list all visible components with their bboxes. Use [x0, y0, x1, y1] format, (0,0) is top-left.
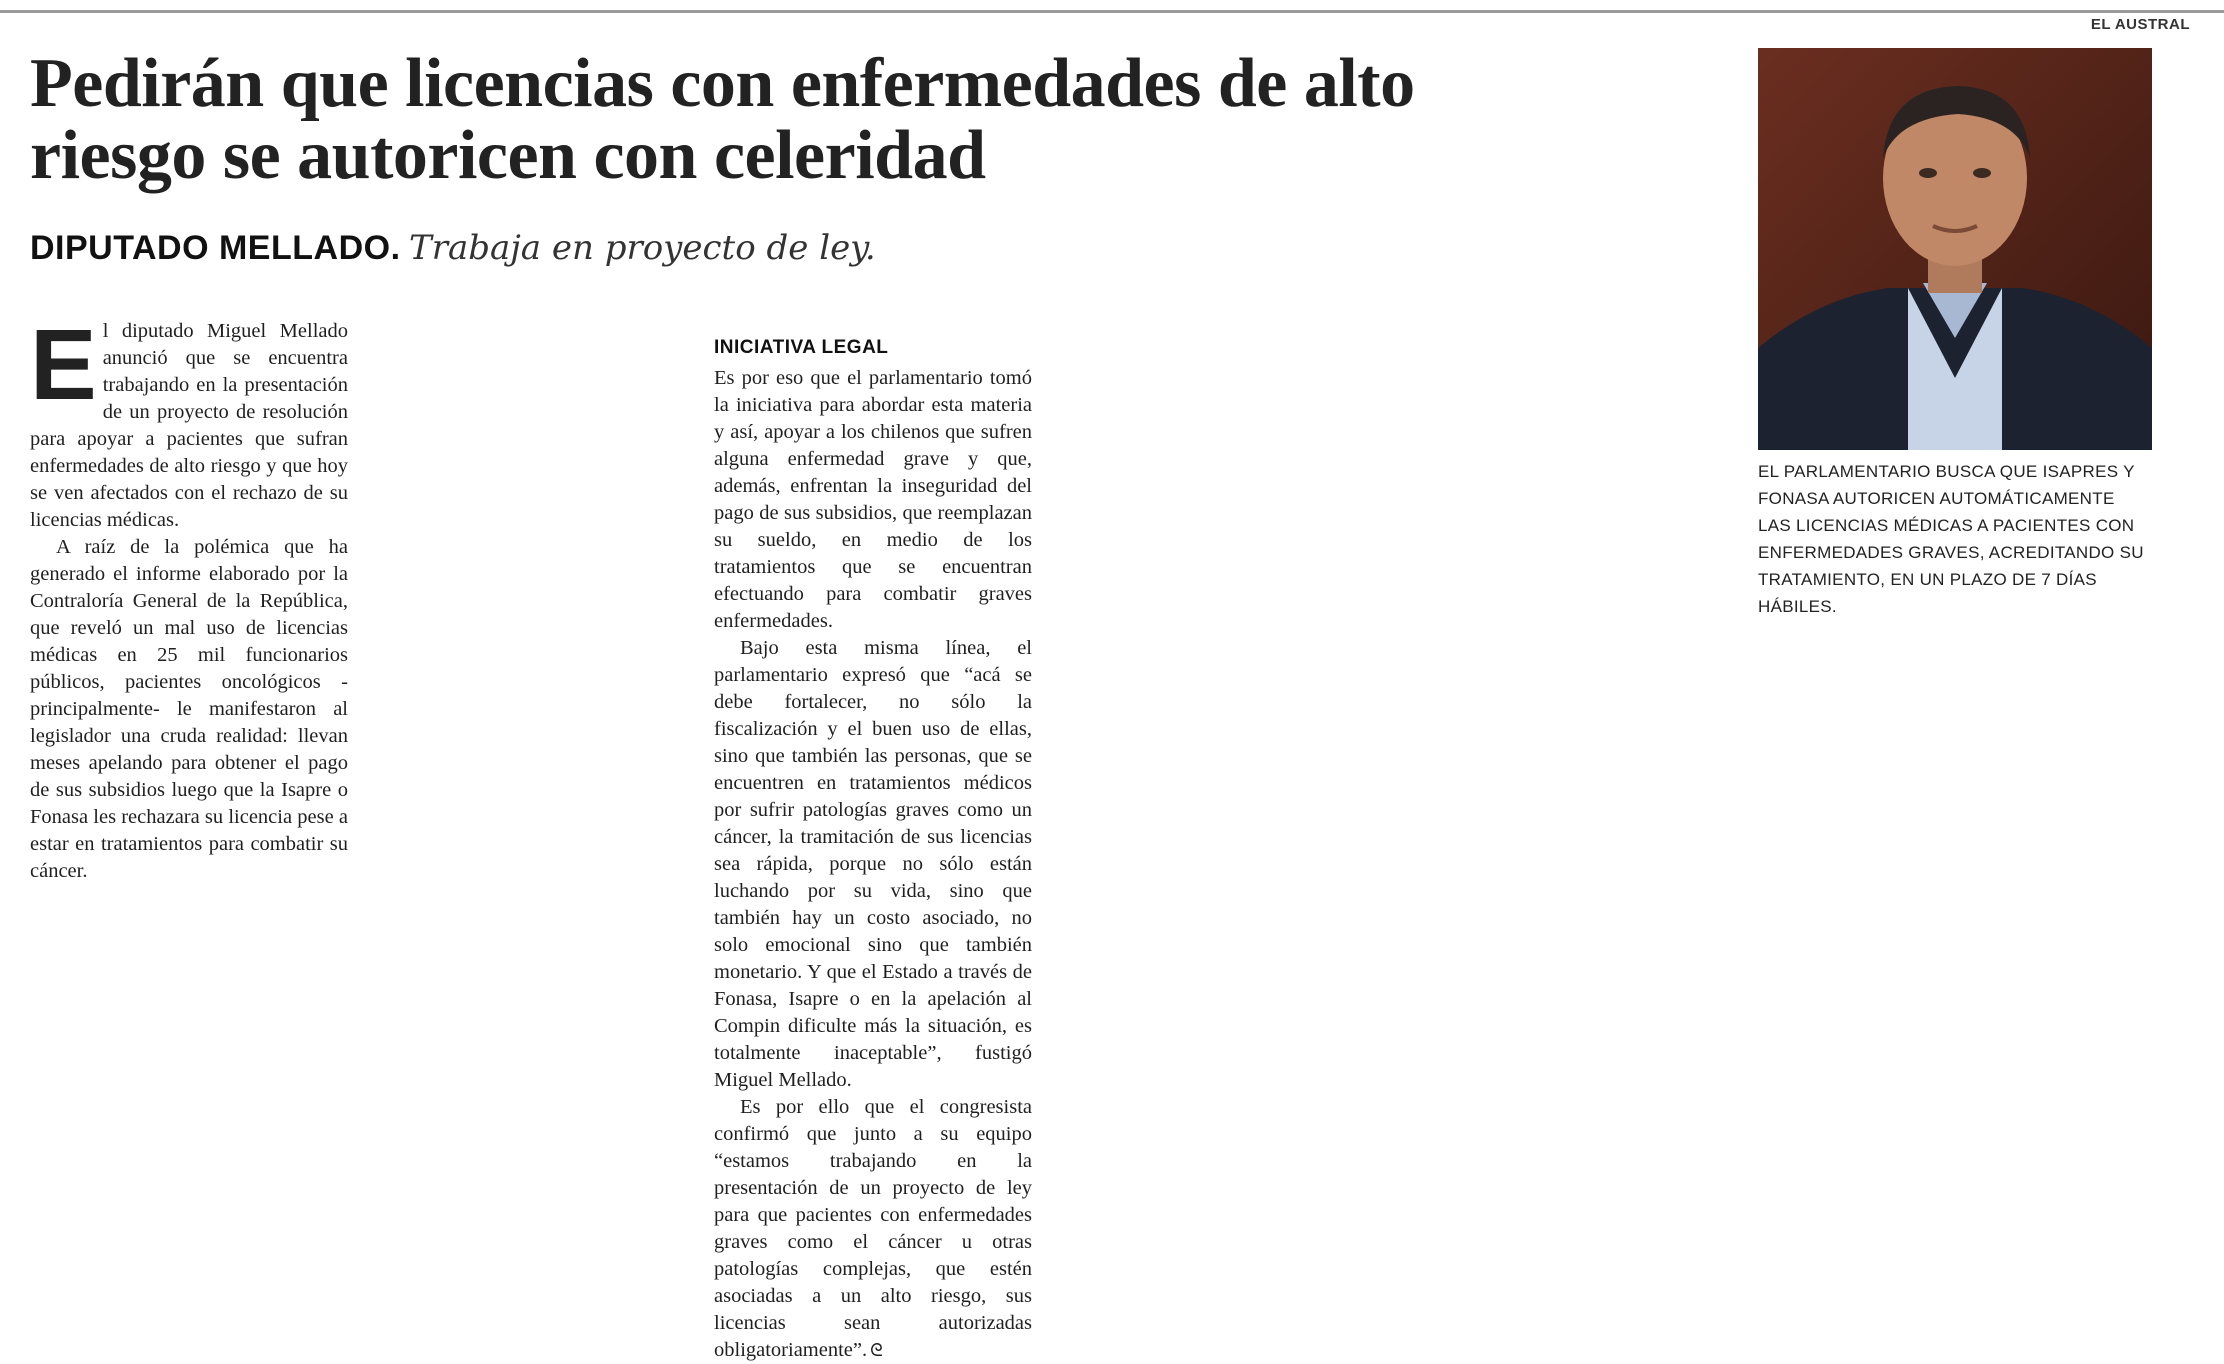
paragraph-5 — [714, 1094, 1032, 1364]
section-subhead: INICIATIVA LEGAL — [714, 337, 889, 358]
paragraph-4: Bajo esta misma línea, el parlamentario expresó que “acá se debe fortalecer, no sólo la fiscalización y el buen uso de ellas, sino que también las personas, que se encuentren en tratamientos médicos por sufrir patologías graves como un cáncer, la tramitación de sus licencias sea rápida, porque no sólo están luchando por su vida, sino que también hay un costo asociado, no solo emocional sino que también monetario. Y que el Estado a través de Fonasa, Isapre o en la apelación al Compin dificulte más la situación, es totalmente inaceptable”, fustigó Miguel Mellado. — [714, 637, 1032, 1091]
drop-cap: E — [30, 309, 97, 421]
paragraph-1 — [30, 309, 348, 534]
paragraph-3: Es por eso que el parlamentario tomó la iniciativa para abordar esta materia y así, apoyar a los chilenos que sufren alguna enfermedad grave y que, además, enfrentan la inseguridad del pago de sus subsidios, que reemplazan su sueldo, en medio de los tratamientos que se encuentran efectuando para combatir graves enfermedades. — [714, 367, 1032, 632]
column-3 — [714, 318, 1032, 1364]
photo-caption: EL PARLAMENTARIO BUSCA QUE ISAPRES Y FONASA AUTORICEN AUTOMÁTICAMENTE LAS LICENCIAS MÉDICAS A PACIENTES CON ENFERMEDADES GRAVES, ACREDITANDO SU TRATAMIENTO, EN UN PLAZO DE 7 DÍAS HÁBILES. — [1758, 462, 2144, 616]
deck-lead: DIPUTADO MELLADO. — [30, 229, 401, 267]
paragraph-1-text: l diputado Miguel Mellado anunció que se encuentra trabajando en la presentación de un proyecto de resolución para apoyar a pacientes que sufran enfermedades de alto riesgo y que hoy se ven afectados con el rechazo de su licencias médicas. — [30, 320, 348, 531]
headline: Pedirán que licencias con enfermedades de alto riesgo se autoricen con celeridad — [30, 45, 1415, 194]
column-1 — [30, 309, 348, 885]
photo-diputado-mellado — [1758, 48, 2152, 450]
paragraph-5-text: Es por ello que el congresista confirmó que junto a su equipo “estamos trabajando en la presentación de un proyecto de ley para que pacientes con enfermedades graves como el cáncer u otras patologías complejas, que estén asociadas a un alto riesgo, sus licencias sean autorizadas obligatoriamente”. — [714, 1096, 1032, 1361]
deck-subtitle: Trabaja en proyecto de ley. — [409, 228, 876, 268]
deck — [30, 228, 876, 268]
newspaper-name: EL AUSTRAL — [2090, 16, 2190, 33]
portrait-illustration — [1758, 48, 2152, 450]
paragraph-2: A raíz de la polémica que ha generado el informe elaborado por la Contraloría General de la República, que reveló un mal uso de licencias médicas en 25 mil funcionarios públicos, pacientes oncológicos -principalmente- le manifestaron al legislador una cruda realidad: llevan meses apelando para obtener el pago de sus subsidios luego que la Isapre o Fonasa les rechazara su licencia pese a estar en tratamientos para combatir su cáncer. — [30, 536, 348, 882]
end-mark-icon: ᘓ — [870, 1340, 883, 1361]
top-rule — [0, 10, 2224, 13]
